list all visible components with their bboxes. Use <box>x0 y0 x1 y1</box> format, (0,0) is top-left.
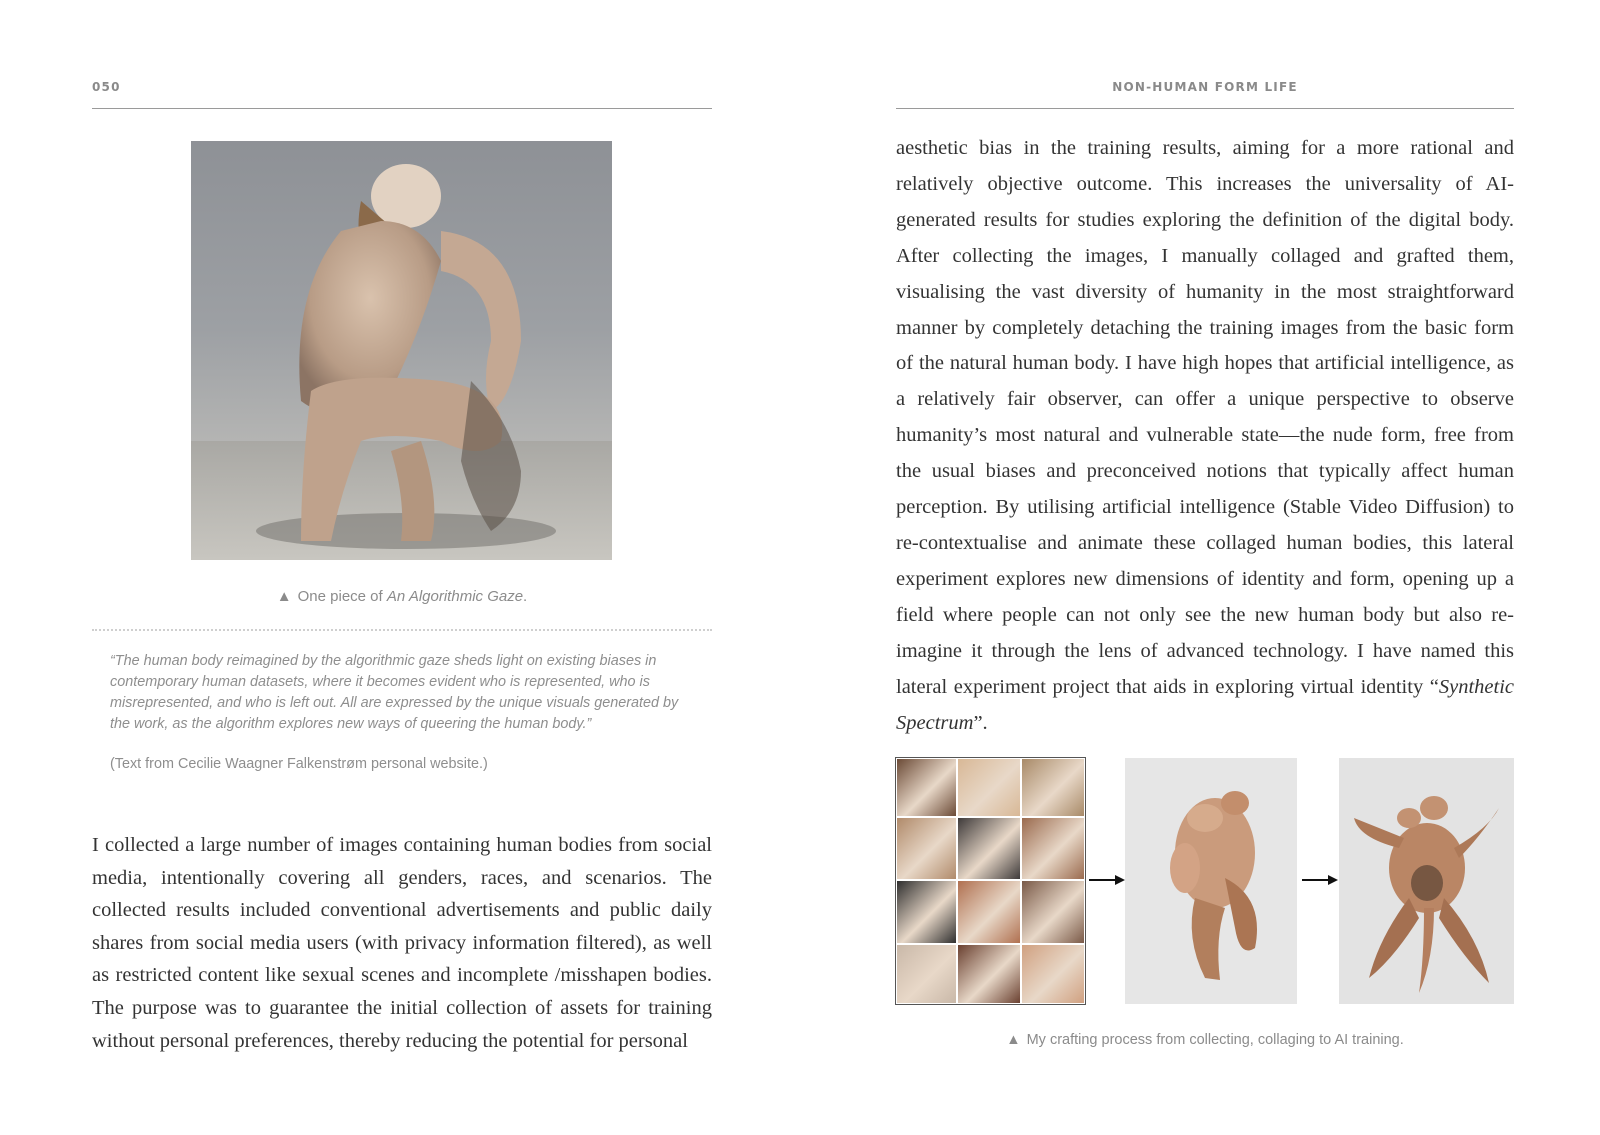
caption-prefix: One piece of <box>297 588 387 605</box>
ai-trained-body-illustration <box>1339 758 1514 1004</box>
triangle-marker-icon: ▲ <box>1006 1032 1021 1048</box>
arrow-right-icon <box>1089 873 1125 887</box>
left-page <box>92 0 712 1135</box>
quote-block: “The human body reimagined by the algorithmic gaze sheds light on existing biases in contemporary human datasets, where it becomes evident who is represented, who is misrepresented, and who is left out. All are expressed by the unique visuals generated by the work, as the algorithm explores new ways of queering the human body.” <box>110 653 679 732</box>
body-end-text: ”. <box>973 711 988 734</box>
page-number: 050 <box>92 80 121 94</box>
collaged-body-image <box>1125 758 1297 1004</box>
ai-trained-body-image <box>1339 758 1514 1004</box>
process-caption <box>896 1032 1514 1048</box>
project-title: Synthetic Spectrum <box>896 675 1514 734</box>
figure-illustration <box>191 141 612 560</box>
collected-image-tile <box>896 817 957 880</box>
collected-image-tile <box>896 880 957 944</box>
left-running-head <box>92 78 712 109</box>
triangle-marker-icon: ▲ <box>276 588 292 605</box>
arrow-right-icon <box>1302 873 1338 887</box>
quote-source: (Text from Cecilie Waagner Falkenstrøm personal website.) <box>110 756 488 772</box>
collected-image-tile <box>896 944 957 1004</box>
right-page <box>896 0 1514 1135</box>
dotted-divider <box>92 629 712 631</box>
collected-image-tile <box>957 880 1021 944</box>
collected-image-tile <box>957 817 1021 880</box>
figure-caption <box>92 588 712 605</box>
caption-suffix: . <box>523 588 528 605</box>
left-body-paragraph: I collected a large number of images containing human bodies from social media, intentionally covering all genders, races, and scenarios. The collected results included conventional advertisements and public daily shares from social media users (with privacy information filtered), as well as restricted content like sexual scenes and incomplete /misshapen bodies. The purpose was to guarantee the initial collection of assets for training without personal preferences, thereby reducing the potential for personal <box>92 834 712 1052</box>
caption-artwork-title: An Algorithmic Gaze <box>386 588 524 605</box>
collaged-body-illustration <box>1125 758 1297 1004</box>
running-title: NON-HUMAN FORM LIFE <box>1112 80 1298 94</box>
right-body-paragraph <box>896 131 1514 741</box>
collected-image-tile <box>1021 880 1085 944</box>
collected-image-tile <box>1021 817 1085 880</box>
right-running-head <box>896 78 1514 109</box>
collected-images-grid <box>896 758 1085 1004</box>
an-algorithmic-gaze-image <box>191 141 612 560</box>
collected-image-tile <box>957 944 1021 1004</box>
process-caption-text: My crafting process from collecting, collaging to AI training. <box>1026 1032 1404 1048</box>
collected-image-tile <box>957 758 1021 817</box>
collected-image-tile <box>1021 944 1085 1004</box>
body-main-text: aesthetic bias in the training results, aiming for a more rational and relatively objective outcome. This increases the universality of AI-generated results for studies exploring the definition of the digital body. After collecting the images, I manually collaged and grafted them, visualising the vast diversity of humanity in the most straightforward manner by completely detaching the training images from the basic form of the natural human body. I have high hopes that artificial intelligence, as a relatively fair observer, can offer a unique perspective to observe humanity’s most natural and vulnerable state—the nude form, free from the usual biases and preconceived notions that typically affect human perception. By utilising artificial intelligence (Stable Video Diffusion) to re-contextualise and animate these collaged human bodies, this lateral experiment explores new dimensions of identity and form, opening up a field where people can not only see the new human body but also re-imagine it through the lens of advanced technology. I have named this lateral experiment project that aids in exploring virtual identity “ <box>896 137 1514 698</box>
collected-image-tile <box>1021 758 1085 817</box>
collected-image-tile <box>896 758 957 817</box>
